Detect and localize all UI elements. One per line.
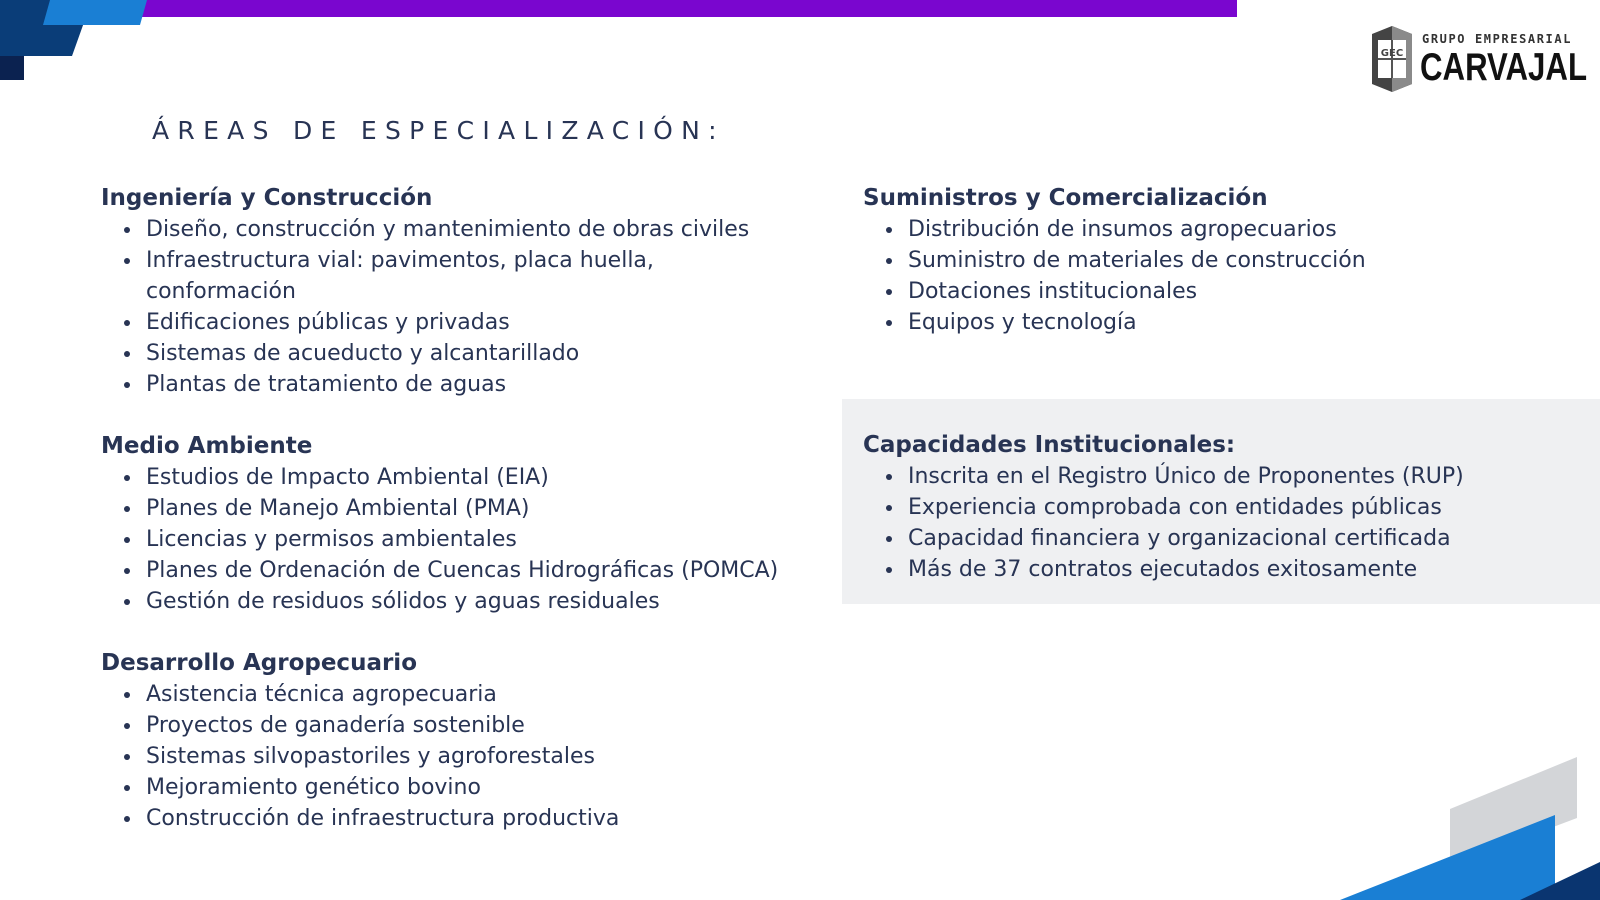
- list-item: Inscrita en el Registro Único de Proponentes (RUP): [863, 461, 1583, 492]
- list-item: Proyectos de ganadería sostenible: [101, 710, 801, 741]
- top-accent-bar: [140, 0, 1237, 17]
- list-item: Sistemas silvopastoriles y agroforestales: [101, 741, 801, 772]
- right-column: [863, 183, 1563, 338]
- group-item-list: [101, 214, 801, 400]
- specialization-group-ingenieria-y-construccion: [101, 183, 801, 400]
- group-heading: Ingeniería y Construcción: [101, 185, 433, 211]
- gec-shield-icon: [1372, 26, 1412, 92]
- logo-top-text: GRUPO EMPRESARIAL: [1422, 32, 1573, 46]
- list-item: Planes de Ordenación de Cuencas Hidrográficas (POMCA): [101, 555, 801, 586]
- list-item: Distribución de insumos agropecuarios: [863, 214, 1563, 245]
- group-heading: Desarrollo Agropecuario: [101, 650, 417, 676]
- list-item: Sistemas de acueducto y alcantarillado: [101, 338, 801, 369]
- list-item: Equipos y tecnología: [863, 307, 1563, 338]
- corner-decoration-top-left: [0, 0, 160, 90]
- list-item: Asistencia técnica agropecuaria: [101, 679, 801, 710]
- logo-mark-letters: GEC: [1380, 48, 1404, 59]
- specialization-group-medio-ambiente: [101, 431, 801, 617]
- list-item: Estudios de Impacto Ambiental (EIA): [101, 462, 801, 493]
- group-spacer: [101, 400, 801, 431]
- list-item: Infraestructura vial: pavimentos, placa huella, conformación: [101, 245, 801, 307]
- list-item: Planes de Manejo Ambiental (PMA): [101, 493, 801, 524]
- left-column: [101, 183, 801, 834]
- specialization-group-desarrollo-agropecuario: [101, 648, 801, 834]
- group-heading: Suministros y Comercialización: [863, 185, 1268, 211]
- list-item: Licencias y permisos ambientales: [101, 524, 801, 555]
- group-item-list: [101, 679, 801, 834]
- specialization-group-suministros-y-comercializacion: [863, 183, 1563, 338]
- corner-decoration-bottom-right: [1310, 750, 1600, 900]
- list-item: Experiencia comprobada con entidades públicas: [863, 492, 1583, 523]
- capabilities-group: [863, 430, 1583, 585]
- logo-main-text: CARVAJAL: [1420, 46, 1587, 89]
- company-logo: [1372, 26, 1587, 94]
- capabilities-list: [863, 461, 1583, 585]
- group-heading: Medio Ambiente: [101, 433, 313, 459]
- list-item: Diseño, construcción y mantenimiento de obras civiles: [101, 214, 801, 245]
- list-item: Plantas de tratamiento de aguas: [101, 369, 801, 400]
- list-item: Gestión de residuos sólidos y aguas residuales: [101, 586, 801, 617]
- list-item: Construcción de infraestructura productiva: [101, 803, 801, 834]
- list-item: Mejoramiento genético bovino: [101, 772, 801, 803]
- section-title: ÁREAS DE ESPECIALIZACIÓN:: [152, 116, 725, 145]
- list-item: Dotaciones institucionales: [863, 276, 1563, 307]
- list-item: Capacidad financiera y organizacional certificada: [863, 523, 1583, 554]
- group-item-list: [101, 462, 801, 617]
- list-item: Edificaciones públicas y privadas: [101, 307, 801, 338]
- list-item: Suministro de materiales de construcción: [863, 245, 1563, 276]
- capabilities-heading: Capacidades Institucionales:: [863, 432, 1236, 458]
- list-item: Más de 37 contratos ejecutados exitosamente: [863, 554, 1583, 585]
- group-spacer: [101, 617, 801, 648]
- group-item-list: [863, 214, 1563, 338]
